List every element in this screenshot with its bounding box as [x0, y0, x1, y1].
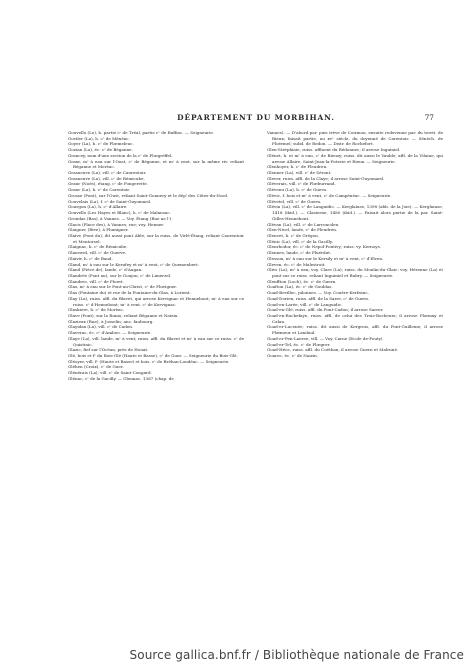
gazetteer-entry: Gozian (La), éc. cᵉ de Béganne. — [68, 147, 133, 153]
gazetteer-entry: Glévic, f. bois et mᵉ à vent, cᵉ de Campénéac. — Seigneurie. — [267, 192, 392, 198]
gazetteer-entry: Glas, mᵉ à eau sur le Pont-au-Christ, cᵉ de Pluvigner. — [68, 284, 177, 290]
gazetteer-entry: Glay (La), ruiss. affl. du Blavet, qui arrose Kervignac et Hennebont; mᵉ à eau sur ce ruiss. cᵉ d'Hennebont; mᵉ à vent, cᵉ de Kervignac. — [68, 295, 244, 307]
gazetteer-entry: Goad-er-Pen-Laeree, vill. — Voy. Carne (Ecole de-Pouty) — [267, 335, 383, 341]
gazetteer-entry: Glaive (Pont du), dit aussi pont Able, sur la ruiss. de Virlé-Étang, reliant Caurentoir et Montorsel. — [68, 232, 244, 244]
page-header — [70, 113, 442, 125]
gazetteer-entry: Glaverac, éc. cᵉ d'Amboo. — Seigneurie. — [68, 330, 152, 336]
gazetteer-entry: Glesson, mᵉ à eau sur le Kersily et mᵉ à vent, cᵉ d'Elven. — [267, 255, 384, 261]
page-title: DÉPARTEMENT DU MORBIHAN. — [177, 113, 335, 122]
gazetteer-entry: Grancey, nom d'une section de la cᵉ de Plœgréffel. — [68, 152, 173, 158]
gazetteer-entry: Glénérais (La), vill. cᵉ de Saint-Congard. — [68, 370, 152, 376]
gazetteer-entry: Glauverd, vill. cᵉ de Guerve. — [68, 250, 127, 256]
gazetteer-entry: Granr (Noës), étang, cᵉ de Fongerette. — [68, 181, 148, 187]
gazetteer-entry: Grondas (Bas), à Vannes. — Voy. Étang (Rue ne l'). — [68, 215, 173, 221]
gazetteer-entry: Glennes, lande, cᵉ de Pluérdut. — [267, 250, 332, 256]
gazetteer-entry: Glayidax (La), vill. cᵉ de Caden. — [68, 324, 134, 330]
gazetteer-entry: Glacis (Place des), à Vannes; rue; voy. Henner. — [68, 221, 165, 227]
gazetteer-entry: Gland, mᵉ à eau sur le Kerufey et mᵉ à vent, cᵉ de Quemenbert. — [68, 261, 200, 267]
gazetteer-entry: Goad-en-Larée, vill. cᵉ de Languidic. — [267, 301, 343, 307]
gazetteer-entry: Goad-Dorien, ruiss. affl. de la Sarre, cᵉ de Guern. — [267, 295, 370, 301]
gazetteer-entry: Glévin (La), vill. cᵉ de Languidic. — Kerglaiuse, 1398 (abb. de la Joie). — Kerglaiuse, 1418 (ibid.). — Clasierne, 1480 (ibid.). — Faisait alors partie de la par. Saint-Gilles-Hennebont. — [267, 204, 443, 221]
gazetteer-entry: Gourgon (La), h. cᵉ d'Allaire. — [68, 204, 128, 210]
gazetteer-entry: Glévan (La), vill. cᵉ de Larroncden. — [267, 221, 340, 227]
gazetteer-entry: Gland (Pièce de), lande, cᵉ d'Augan. — [68, 267, 143, 273]
gazetteer-entry: Glenvet, h. cᵉ de Grégon. — [267, 232, 320, 238]
gazetteer-entry: Glen-Stréphiaie, ruiss. affluent du Rédonnec; il arrose Inguiniel. — [267, 147, 401, 153]
gazetteer-entry: Glandrec, vill. cᵉ de Ploret. — [68, 278, 124, 284]
gazetteer-entry: Goad-er-Lucenée, ruiss. dit aussi de Kergrois, affl. du Pont-Guilleme; il arrose Plæmeur et Landaul. — [267, 324, 443, 336]
gazetteer-entry: Glazic, fief sur l'Océan, près de Houat. — [68, 347, 149, 353]
left-column — [68, 130, 244, 382]
gazetteer-entry: Gléoyer, vill. fᵉ (Haute et Basse) et bois, cᵉ de Bréhan-Loudéac. — Seigneurie. — [68, 358, 230, 364]
gazetteer-entry: Goad-Héoc, ruiss. affl. du Coëthan; il arrose Guern et Malruné. — [267, 347, 399, 353]
gazetteer-entry: Glaignac, h. cᵉ de Rémicube. — [68, 244, 128, 250]
gazetteer-entry: Gleven, éc. cᵉ de Malestroit. — [267, 261, 326, 267]
gazetteer-entry: Glévetel, vill. cᵉ de Guern. — [267, 198, 322, 204]
gazetteer-entry: Glaignec (Rive), à Plumigner. — [68, 227, 129, 233]
gazetteer-entry: Glénic (La), vill. cᵉ de la Gacilly. — [267, 238, 333, 244]
gazetteer-entry: Grasneuve (La), vill. cᵉ de Caurentoir. — [68, 170, 147, 176]
gazetteer-entry: Glé, bois et fᵉ du Bois-Glé (Haute et Basse), cᵉ de Guer. — Seigneurie du Bois-Glé. — [68, 353, 238, 359]
gazetteer-entry: Goarec, éc. cᵉ de Naizin. — [267, 353, 319, 359]
gazetteer-entry: Goafton (La), éc. cᵉ de Gouldas. — [267, 284, 333, 290]
source-attribution[interactable]: Source gallica.bnf.fr / Bibliothèque nationale de France — [129, 648, 464, 662]
gazetteer-entry: Goad-en-Rochefaye, ruiss. affl. de celui des Trois-Rocheurs; il arrose Plœmay et Calan. — [267, 313, 443, 324]
gazetteer-entry: Glenner (La), vill. cᵉ de Séront. — [267, 170, 332, 176]
gazetteer-entry: Glen-Nivel, lande, cᵉ de Pleudren. — [267, 227, 338, 233]
gazetteer-entry: Glas (Fontaine du) et rue de la Fontaine-du-Glas, à Lorient. — [68, 290, 191, 296]
page-number: 77 — [424, 113, 434, 122]
gazetteer-entry: Glenrhodor, éc. cᵉ de Nepol-Pontivy; ruiss. vy. Kernoys. — [267, 244, 381, 250]
gazetteer-entry: Gléhen (Croix), cᵉ de Guer. — [68, 364, 124, 370]
gazetteer-entry: Granr, mᵉ à eau sur l'Oust, cᵉ de Béganne, et mᵉ à vent, sur la même riv. reliant Béganne et Morèac. — [68, 158, 244, 170]
gazetteer-entry: Glandrée (Pont au), sur le Goujon, cᵉ de Limerzel. — [68, 272, 172, 278]
right-column — [267, 130, 443, 359]
gazetteer-entry: Glaivir, h. cᵉ de Baud. — [68, 255, 113, 261]
gazetteer-entry: Glever, ruiss. affl. de la Claye; il arrose Saint-Guyomard. — [267, 175, 385, 181]
gazetteer-entry: Glaskiere, h. cᵉ de Morèac. — [68, 307, 125, 313]
gazetteer-entry: Glivs (La), mᵉ à eau; voy. Clare (La); ruiss. du Moulin-du-Glaic: voy. Hérenne (La) et pont sur ce ruiss. reliant Inguiniel et Bubry. — Seigneurie. — [267, 267, 443, 278]
gazetteer-entry: Gléverais, vill. cᵉ de Plœburrand. — [267, 181, 336, 187]
gazetteer-entry: Grasneuve (La), vill. cᵉ de Rémicube. — [68, 175, 145, 181]
gazetteer-entry: Goviler (La), h. cᵉ de Ménéac. — [68, 135, 130, 141]
gazetteer-entry: Glaye (La), vill. lande, mᵉ à vent; ruiss. affl. du Blavet et mᵉ à eau sur ce ruiss. cᵉ de Quistinic. — [68, 335, 244, 347]
gazetteer-entry: Gouvelais (La), f. cᵉ de Saint-Guyomard. — [68, 198, 152, 204]
gazetteer-entry: Goad-en-Glé, ruiss. affl. du Pont-Cadon; il arrose Sarrer. — [267, 307, 384, 313]
gazetteer-entry: Granr (La), h. cᵉ de Carentoir. — [68, 187, 131, 193]
gazetteer-entry: Glénac, cᵉ de la Gacilly. — Glennac, 1387 (chap. de — [68, 375, 174, 381]
gazetteer-entry: Gouvello (Le), h. partie cᵉ de Tréal, partie cᵉ de Ruffiac. — Seigneurie. — [68, 130, 215, 135]
gazetteer-entry: Grosse (Pont), sur l'Oust, reliant Saint-Gonnery et le dépᵗ des Côtes-du-Nord. — [68, 192, 229, 198]
gazetteer-entry: Glenffton (Loch), éc. cᵉ de Guern. — [267, 278, 337, 284]
gazetteer-entry: Glénet, h. et mᵉ à eau, cᵉ de Bieuzy; ruiss. dit aussi le Vauble, affl. de la Vilaine, qui arrose Allaire, Saint-Jean-la-Poterie et Rieux. — Seigneurie. — [267, 152, 443, 164]
gazetteer-entry: Glenhoyer, h. cᵉ de Pleudren. — [267, 164, 328, 170]
gazetteer-entry: Goyer (La), h. cᵉ de Plœmeleuc. — [68, 141, 134, 147]
gazetteer-entry: Glévenu (La), h. cᵉ de Guern. — [267, 187, 328, 193]
gazetteer-entry: Glave (Pont), sur la Runio, reliant Béganne et Naizin. — [68, 313, 179, 318]
gazetteer-entry: Gouvello (Les Hayes et Blanc), h. cᵉ de Malansac. — [68, 210, 171, 216]
gazetteer-entry: Vannes). — D'abord par. puis trève de Coirmon, ensuite redevenue par. du territ. de Rieux; faisait partie, au xvᵉ siècle, du doyenné de Carentoir. — Sénéch. de Ploërmel; subd. de Redon. — Distr. de Rochefort. — [267, 130, 443, 147]
gazetteer-entry: Goad-Bevillec, pilonnes. — Voy. Couère-Kerfranc. — [267, 290, 369, 296]
gazetteer-entry: Goad-er-Tel, éc. cᵉ de Plœgrer. — [267, 341, 331, 347]
gazetteer-entry: Glazieux (Rue), à Josselin; anc. faubourg. — [68, 318, 154, 324]
